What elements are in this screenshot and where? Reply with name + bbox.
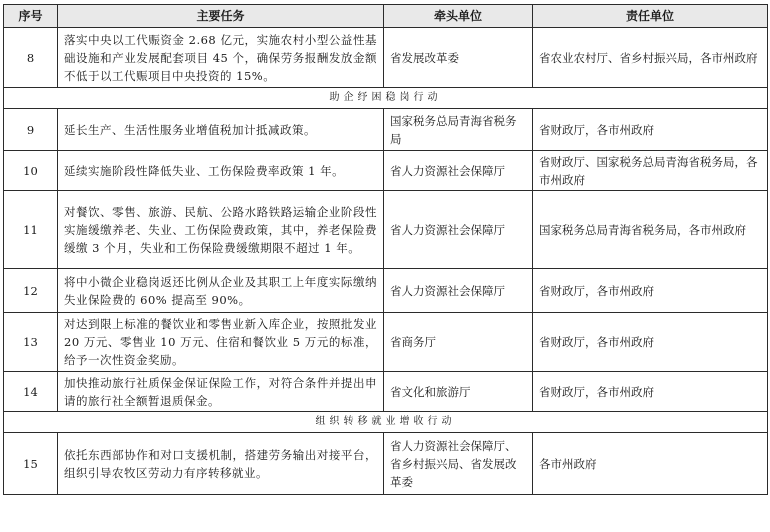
task-table-container [3,4,768,495]
row-task: 延续实施阶段性降低失业、工伤保险费率政策 1 年。 [58,151,384,191]
row-task: 对达到限上标准的餐饮业和零售业新入库企业，按照批发业 20 万元、零售业 10 万元、住宿和餐饮业 5 万元的标准，给予一次性资金奖励。 [58,313,384,372]
table-row [4,191,768,269]
row-no: 10 [4,151,58,191]
header-resp: 责任单位 [533,5,768,28]
table-row [4,313,768,372]
row-resp: 省财政厅，各市州政府 [533,372,768,412]
row-no: 11 [4,191,58,269]
section-row [4,88,768,109]
row-lead: 省文化和旅游厅 [384,372,533,412]
row-resp: 省财政厅，各市州政府 [533,269,768,313]
row-lead: 国家税务总局青海省税务局 [384,109,533,151]
row-resp: 省财政厅，各市州政府 [533,313,768,372]
row-no: 14 [4,372,58,412]
row-no: 15 [4,433,58,495]
header-task: 主要任务 [58,5,384,28]
row-lead: 省商务厅 [384,313,533,372]
row-lead: 省人力资源社会保障厅 [384,151,533,191]
row-resp: 各市州政府 [533,433,768,495]
table-header-row [4,5,768,28]
row-no: 9 [4,109,58,151]
row-task: 加快推动旅行社质保金保证保险工作，对符合条件并提出申请的旅行社全额暂退质保金。 [58,372,384,412]
row-task: 落实中央以工代赈资金 2.68 亿元，实施农村小型公益性基础设施和产业发展配套项目 45 个，确保劳务报酬发放金额不低于以工代赈项目中央投资的 15%。 [58,28,384,88]
row-lead: 省发展改革委 [384,28,533,88]
table-row [4,269,768,313]
table-row [4,28,768,88]
row-lead: 省人力资源社会保障厅 [384,269,533,313]
row-task: 对餐饮、零售、旅游、民航、公路水路铁路运输企业阶段性实施缓缴养老、失业、工伤保险费政策，其中，养老保险费缓缴 3 个月，失业和工伤保险费缓缴期限不超过 1 年。 [58,191,384,269]
table-row [4,372,768,412]
row-task: 将中小微企业稳岗返还比例从企业及其职工上年度实际缴纳失业保险费的 60% 提高至 90%。 [58,269,384,313]
row-task: 依托东西部协作和对口支援机制，搭建劳务输出对接平台，组织引导农牧区劳动力有序转移就业。 [58,433,384,495]
row-resp: 省财政厅，各市州政府 [533,109,768,151]
table-row [4,151,768,191]
table-row [4,109,768,151]
row-no: 12 [4,269,58,313]
table-row [4,433,768,495]
row-no: 13 [4,313,58,372]
row-lead: 省人力资源社会保障厅 [384,191,533,269]
row-lead: 省人力资源社会保障厅、省乡村振兴局、省发展改革委 [384,433,533,495]
section-row [4,412,768,433]
section-title: 组织转移就业增收行动 [4,412,768,433]
task-table [3,4,768,495]
row-task: 延长生产、生活性服务业增值税加计抵减政策。 [58,109,384,151]
header-no: 序号 [4,5,58,28]
row-resp: 省财政厅、国家税务总局青海省税务局，各市州政府 [533,151,768,191]
row-resp: 国家税务总局青海省税务局，各市州政府 [533,191,768,269]
header-lead: 牵头单位 [384,5,533,28]
section-title: 助企纾困稳岗行动 [4,88,768,109]
row-no: 8 [4,28,58,88]
row-resp: 省农业农村厅、省乡村振兴局，各市州政府 [533,28,768,88]
